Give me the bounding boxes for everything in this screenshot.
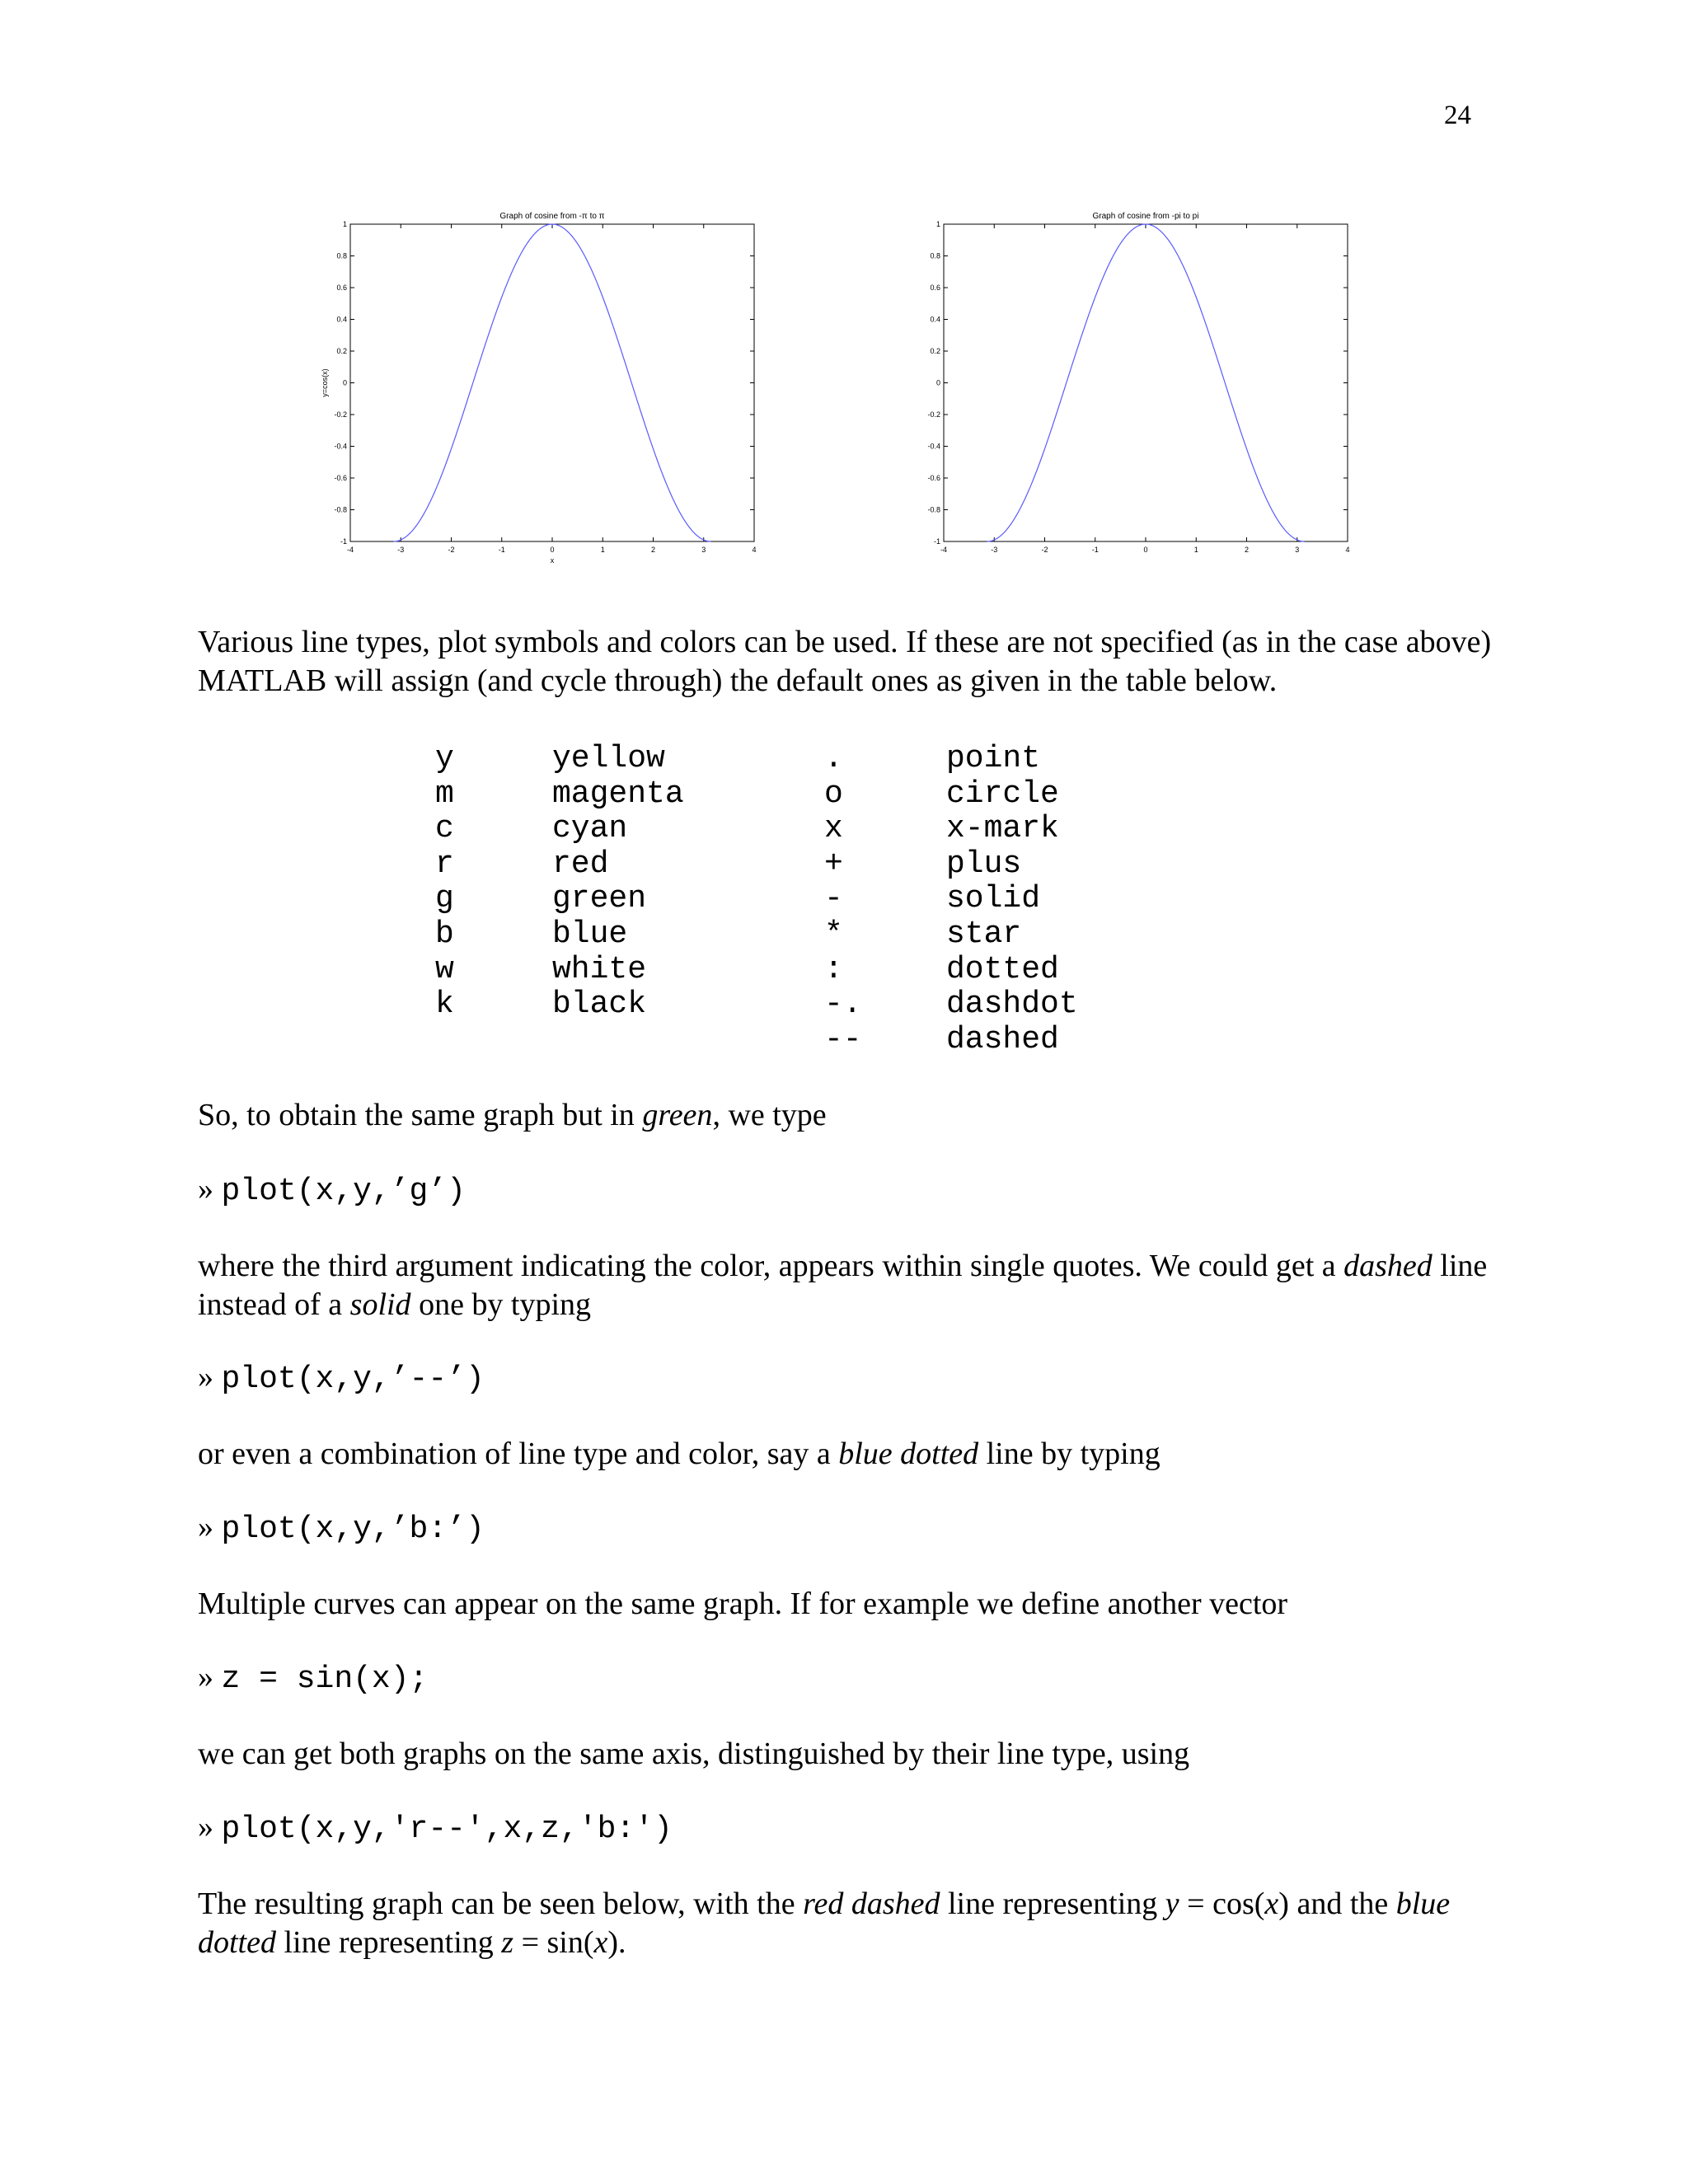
style-code-2: x	[824, 811, 843, 847]
y-tick-label: 0.4	[336, 315, 347, 324]
style-name-6: dotted	[946, 951, 1059, 987]
color-code-2: c	[435, 811, 454, 847]
command-line-3: » plot(x,y,’b:’)	[198, 1510, 485, 1547]
plot-title: Graph of cosine from -π to π	[499, 212, 605, 221]
command-line-5: » plot(x,y,'r--',x,z,'b:')	[198, 1810, 673, 1847]
y-tick-label: 0.2	[336, 347, 347, 355]
green-emphasis: green	[642, 1098, 713, 1132]
x-tick-label: 3	[1295, 546, 1300, 554]
style-code-3: +	[824, 846, 843, 882]
color-name-7: black	[552, 987, 647, 1023]
x-tick-label: 2	[1244, 546, 1250, 554]
y-tick-label: 0.6	[930, 284, 940, 292]
color-name-3: red	[552, 846, 609, 882]
cosine-plot-right	[907, 198, 1368, 585]
style-name-4: solid	[946, 881, 1041, 917]
x-axis-label: x	[550, 556, 555, 565]
color-name-1: magenta	[552, 776, 684, 812]
y-tick-label: -1	[340, 537, 347, 546]
y-tick-label: -0.4	[334, 442, 347, 451]
color-code-0: y	[435, 741, 454, 776]
result-paragraph: The resulting graph can be seen below, with the red dashed line representing y = cos(x) and the blue dotted line representing z = sin(x).	[198, 1886, 1451, 1960]
y-tick-label: -0.8	[334, 505, 347, 514]
x-tick-label: 1	[1193, 546, 1198, 554]
color-code-6: w	[435, 951, 454, 987]
color-name-2: cyan	[552, 811, 628, 847]
y-tick-label: 1	[935, 220, 940, 228]
x-tick-label: -2	[448, 546, 455, 554]
color-code-4: g	[435, 881, 454, 917]
style-name-2: x-mark	[946, 811, 1059, 847]
color-code-7: k	[435, 987, 454, 1023]
x-tick-label: -4	[940, 546, 948, 554]
style-name-1: circle	[946, 776, 1059, 812]
style-name-5: star	[946, 916, 1022, 952]
multiple-paragraph: Multiple curves can appear on the same graph. If for example we define another vector	[198, 1586, 1288, 1621]
y-tick-label: -0.6	[927, 474, 940, 482]
x-tick-label: 1	[600, 546, 605, 554]
x-tick-label: 4	[752, 546, 757, 554]
style-code-0: .	[824, 741, 843, 776]
y-tick-label: 0	[342, 378, 347, 387]
style-code-4: -	[824, 881, 843, 917]
y-tick-label: 0.6	[336, 284, 347, 292]
y-tick-label: 0.4	[930, 315, 940, 324]
plot-frame	[350, 224, 754, 541]
style-code-1: o	[824, 776, 843, 812]
y-tick-label: -0.2	[927, 410, 940, 419]
color-name-0: yellow	[552, 741, 665, 776]
page-number: 24	[1444, 101, 1471, 130]
command-line-2: » plot(x,y,’--’)	[198, 1360, 485, 1397]
color-code-1: m	[435, 776, 454, 812]
x-tick-label: 2	[650, 546, 656, 554]
y-tick-label: -0.8	[927, 505, 940, 514]
dashed-paragraph: where the third argument indicating the color, appears within single quotes. We could get a dashed line instead of a solid one by typing	[198, 1249, 1488, 1322]
color-code-5: b	[435, 916, 454, 952]
color-name-4: green	[552, 881, 647, 917]
style-name-7: dashdot	[946, 987, 1078, 1023]
plot-frame	[944, 224, 1348, 541]
plot-title: Graph of cosine from -pi to pi	[1092, 212, 1199, 221]
x-tick-label: -1	[498, 546, 505, 554]
style-name-8: dashed	[946, 1021, 1059, 1057]
cosine-curve	[394, 224, 711, 541]
command-line-1: » plot(x,y,’g’)	[198, 1172, 466, 1209]
style-name-column	[946, 742, 1078, 1057]
x-tick-label: 0	[550, 546, 555, 554]
y-tick-label: 1	[342, 220, 347, 228]
y-axis-label: y=cos(x)	[321, 368, 329, 397]
y-tick-label: 0.2	[930, 347, 940, 355]
style-code-7: -.	[824, 987, 862, 1023]
y-tick-label: -1	[933, 537, 940, 546]
y-tick-label: -0.6	[334, 474, 347, 482]
x-tick-label: 0	[1143, 546, 1148, 554]
y-tick-label: 0	[935, 378, 940, 387]
blue-paragraph: or even a combination of line type and color, say a blue dotted line by typing	[198, 1436, 1160, 1471]
x-tick-label: -2	[1041, 546, 1048, 554]
color-name-6: white	[552, 951, 647, 987]
x-tick-label: -3	[397, 546, 405, 554]
x-tick-label: 3	[701, 546, 706, 554]
color-name-5: blue	[552, 916, 628, 952]
y-tick-label: -0.4	[927, 442, 940, 451]
green-paragraph: So, to obtain the same graph but in green, we type	[198, 1098, 827, 1132]
x-tick-label: 4	[1345, 546, 1350, 554]
x-tick-label: -1	[1091, 546, 1099, 554]
cosine-curve	[987, 224, 1305, 541]
style-name-3: plus	[946, 846, 1022, 882]
x-tick-label: -3	[991, 546, 998, 554]
cosine-plot-left	[313, 198, 775, 585]
style-code-column	[824, 742, 862, 1057]
y-tick-label: 0.8	[930, 251, 940, 260]
style-code-8: --	[824, 1021, 862, 1057]
y-tick-label: -0.2	[334, 410, 347, 419]
color-code-column	[435, 742, 454, 1023]
color-name-column	[552, 742, 684, 1023]
style-code-5: *	[824, 916, 843, 952]
color-code-3: r	[435, 846, 454, 882]
intro-paragraph: Various line types, plot symbols and colors can be used. If these are not specified (as in the case above) MATLAB will assign (and cycle through) the default ones as given in the table below.	[198, 625, 1492, 698]
x-tick-label: -4	[346, 546, 354, 554]
command-line-4: » z = sin(x);	[198, 1660, 429, 1697]
style-name-0: point	[946, 741, 1041, 776]
y-tick-label: 0.8	[336, 251, 347, 260]
style-code-6: :	[824, 951, 843, 987]
both-paragraph: we can get both graphs on the same axis, distinguished by their line type, using	[198, 1736, 1190, 1771]
